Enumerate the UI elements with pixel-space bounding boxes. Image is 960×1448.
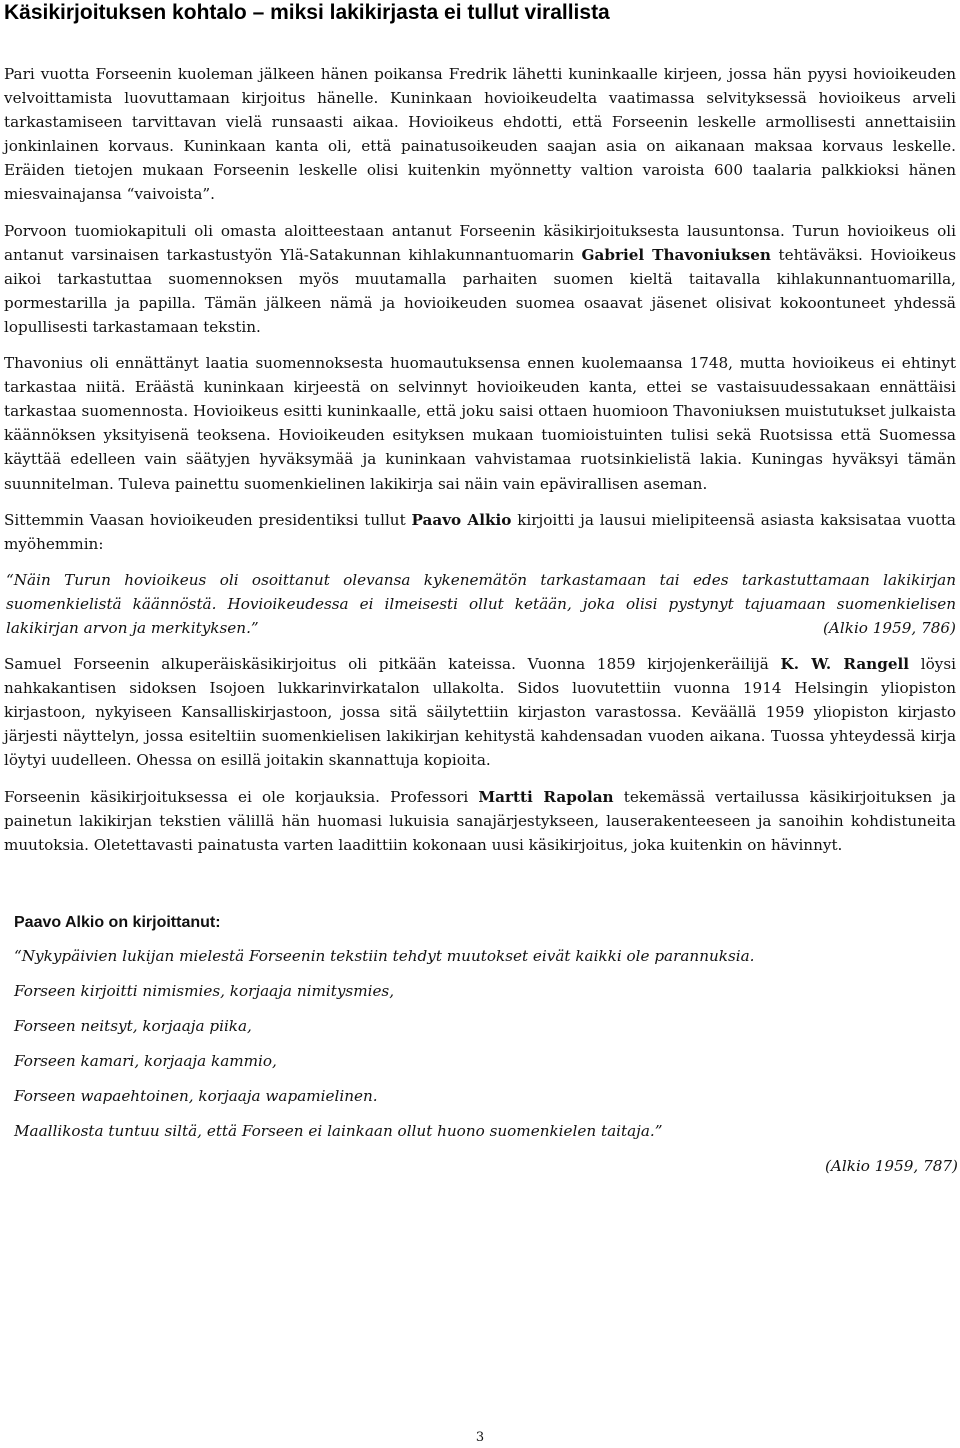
paragraph-1: Pari vuotta Forseenin kuoleman jälkeen hänen poikansa Fredrik lähetti kuninkaalle kirjeen, jossa hän pyysi hovioikeuden velvoittamista luovuttamaan kirjoitus hänelle. Kuninkaan hovioikeudelta vaatimassa selvityksessä hovioikeus arveli tarkastamiseen tarvittavan vielä runsaasti aikaa. Hovioikeus ehdotti, että Forseenin leskelle armollisesti annettaisiin jonkinlainen korvaus. Kuninkaan kanta oli, että painatusoikeuden saajan asia on aikanaan maksaa korvaus leskelle. Eräiden tietojen mukaan Forseenin leskelle olisi kuitenkin myönnetty valtion varoista 600 taalaria palkkioksi hänen miesvainajansa “vaivoista”. <box>4 65 956 204</box>
quote-line: Forseen neitsyt, korjaaja piika, <box>14 1017 252 1035</box>
person-name-thavonius: Gabriel Thavoniuksen <box>581 245 771 264</box>
paragraph-6 <box>4 785 956 857</box>
quote-citation: (Alkio 1959, 786) <box>822 618 956 637</box>
quote-line: Maallikosta tuntuu siltä, että Forseen ei lainkaan ollut huono suomenkielen taitaja.” <box>14 1122 663 1140</box>
paragraph-4-text-b: kirjoitti ja lausui mielipiteensä asiasta kaksisataa vuotta myöhemmin: <box>4 510 956 553</box>
block-quote <box>4 568 956 640</box>
person-name-rapola: Martti Rapolan <box>478 787 614 806</box>
quote-line: Forseen kirjoitti nimismies, korjaaja nimitysmies, <box>14 982 395 1000</box>
paragraph-4-text-a: Sittemmin Vaasan hovioikeuden presidentiksi tullut <box>4 510 412 529</box>
alkio-quote-section <box>14 912 958 1178</box>
article-body <box>4 62 956 869</box>
paragraph-4 <box>4 508 956 556</box>
paragraph-2-text-b: tehtäväksi. Hovioikeus aikoi tarkastuttaa suomennoksen myös muutamalla parhaiten suomen kieltä taitavalla kihlakunnantuomarilla, pormestarilla ja papilla. Tämän jälkeen nämä ja hovioikeuden suomea osaavat jäsenet olisivat kokoontuneet yhdessä lopullisesti tarkastamaan tekstin. <box>4 245 956 336</box>
person-name-rangell: K. W. Rangell <box>780 655 910 674</box>
quote-line: “Nykypäivien lukijan mielestä Forseenin tekstiin tehdyt muutokset eivät kaikki ole parannuksia. <box>14 947 755 965</box>
paragraph-2 <box>4 219 956 339</box>
paragraph-5-text-a: Samuel Forseenin alkuperäiskäsikirjoitus oli pitkään kateissa. Vuonna 1859 kirjojenkeräilijä <box>4 655 781 674</box>
quote-text: “Näin Turun hovioikeus oli osoittanut olevansa kykenemätön tarkastamaan tai edes tarkastuttamaan lakikirjan suomenkielistä käännöstä. Hovioikeudessa ei ilmeisesti ollut ketään, joka olisi pystynyt tajuamaan suomenkielisen lakikirjan arvon ja merkityksen.” <box>6 570 956 637</box>
quote-line: Forseen kamari, korjaaja kammio, <box>14 1052 277 1070</box>
paragraph-5 <box>4 652 956 772</box>
section-heading: Paavo Alkio on kirjoittanut: <box>14 914 221 931</box>
paragraph-2-text-a: Porvoon tuomiokapituli oli omasta aloitteestaan antanut Forseenin käsikirjoituksesta lausuntonsa. Turun hovioikeus oli antanut varsinaisen tarkastustyön Ylä-Satakunnan kihlakunnantuomarin <box>4 221 956 264</box>
section-citation: (Alkio 1959, 787) <box>824 1157 958 1175</box>
page-number: 3 <box>475 1430 485 1445</box>
paragraph-5-text-b: löysi nahkakantisen sidoksen Isojoen lukkarinvirkatalon ullakolta. Sidos luovutettiin vuonna 1914 Helsingin yliopiston kirjastoon, nykyiseen Kansalliskirjastoon, jossa sitä säilytettiin kirjaston varastossa. Keväällä 1959 yliopiston kirjasto järjesti näyttelyn, jossa esiteltiin suomenkielisen lakikirjan kehitystä kahdensadan vuoden aikana. Tuossa yhteydessä kirja löytyi uudelleen. Ohessa on esillä joitakin skannattuja kopioita. <box>4 655 957 770</box>
quote-line: Forseen wapaehtoinen, korjaaja wapamielinen. <box>14 1087 378 1105</box>
paragraph-6-text-b: tekemässä vertailussa käsikirjoituksen ja painetun lakikirjan tekstien välillä hän huomasi lukuisia sanajärjestykseen, lauserakenteeseen ja sanoihin kohdistuneita muutoksia. Oletettavasti painatusta varten laadittiin kokonaan uusi käsikirjoitus, joka kuitenkin on hävinnyt. <box>4 787 956 854</box>
paragraph-3: Thavonius oli ennättänyt laatia suomennoksesta huomautuksensa ennen kuolemaansa 1748, mutta hovioikeus ei ehtinyt tarkastaa niitä. Eräästä kuninkaan kirjeestä on selvinnyt hovioikeuden kanta, ettei se vastaisuudessakaan ennättäisi tarkastaa suomennosta. Hovioikeus esitti kuninkaalle, että joku saisi ottaen huomioon Thavoniuksen muistutukset julkaista käännöksen yksityisenä teoksena. Hovioikeuden esityksen mukaan tuomioistuinten tulisi sekä Ruotsissa että Suomessa käyttää edelleen vain säätyjen hyväksymää ja kuninkaan vahvistamaa ruotsinkielistä lakia. Kuningas hyväksyi tämän suunnitelman. Tuleva painettu suomenkielinen lakikirja sai näin vain epävirallisen aseman. <box>4 354 956 493</box>
paragraph-6-text-a: Forseenin käsikirjoituksessa ei ole korjauksia. Professori <box>4 787 479 806</box>
page-title: Käsikirjoituksen kohtalo – miksi lakikirjasta ei tullut virallista <box>4 1 610 24</box>
person-name-alkio: Paavo Alkio <box>411 510 512 529</box>
